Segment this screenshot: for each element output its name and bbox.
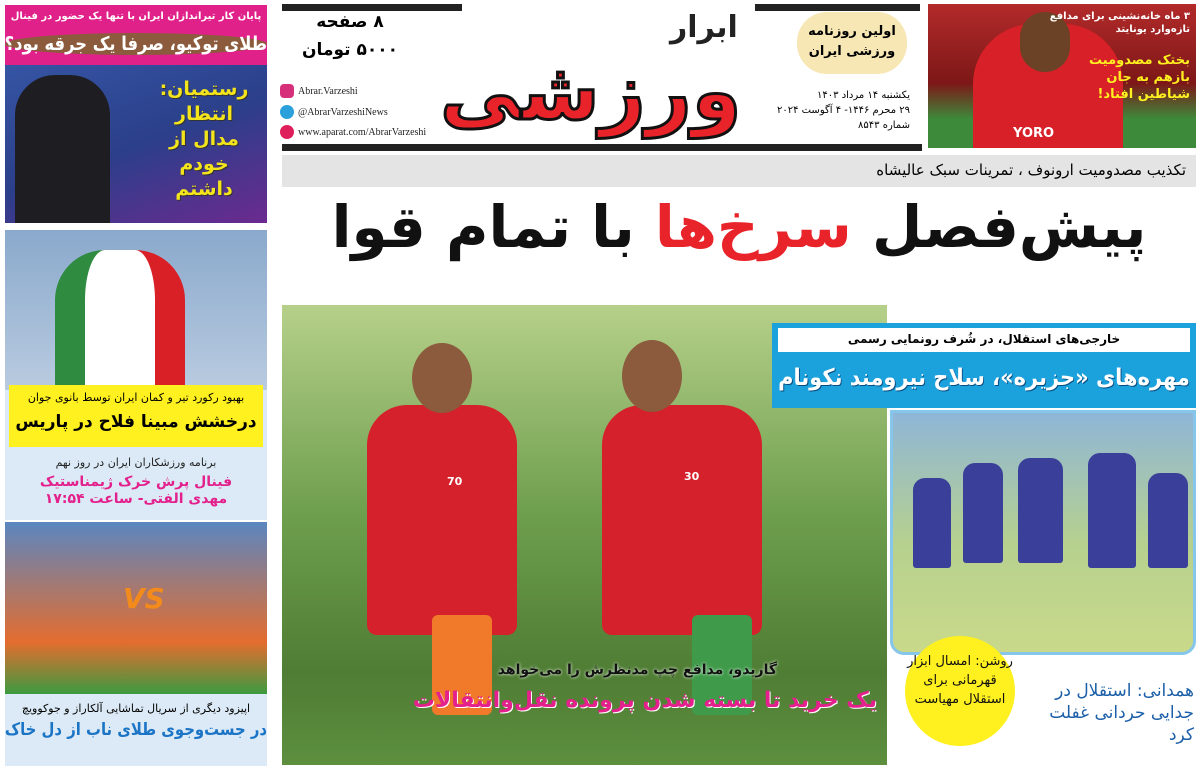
side-quote: همدانی: استقلال در جدایی حردانی غفلت کرد <box>1049 681 1194 745</box>
social-label: Abrar.Varzeshi <box>298 85 358 97</box>
headline-part: با تمام قوا <box>331 193 655 261</box>
social-instagram[interactable] <box>280 84 358 98</box>
masthead-rule <box>755 4 920 11</box>
social-label: www.aparat.com/AbrarVarzeshi <box>298 126 427 138</box>
tennis-photo <box>5 522 267 694</box>
masthead-rule <box>282 144 922 151</box>
jersey-number: 70 <box>447 475 463 488</box>
newspaper-logo[interactable] <box>440 10 760 144</box>
vs-label: VS <box>123 582 165 615</box>
player-left <box>367 405 517 635</box>
badge-line: اولین روزنامه <box>808 24 896 39</box>
photo-caption-headline: یک خرید تا بسته شدن پرونده نقل‌وانتقالات <box>412 688 877 713</box>
issue-date <box>760 88 910 133</box>
story-subtitle: اپیزود دیگری از سریال تماشایی آلکاراز و جوکوویچ <box>21 702 251 715</box>
schedule-headline <box>5 474 267 508</box>
player-right <box>602 405 762 635</box>
player-figure <box>1018 458 1063 563</box>
story-headline: بختک مصدومیت بازهم به جان شیاطین افتاد! <box>1089 53 1190 102</box>
headline-kicker: تکذیب مصدومیت ارونوف ، تمرینات سبک عالیشاه <box>282 155 1196 187</box>
player-figure <box>913 478 951 568</box>
player-head <box>412 343 472 413</box>
quote-bubble: روشن: امسال ابزار قهرمانی برای استقلال مهیاست <box>905 636 1015 746</box>
jersey-number: 30 <box>684 470 700 483</box>
logo-main: ورزشی <box>440 45 742 138</box>
story-united[interactable] <box>928 4 1196 148</box>
instagram-icon <box>280 84 294 98</box>
schedule-line-1: فینال پرش خرک ژیمناستیک <box>39 474 233 490</box>
story-subtitle: بهبود رکورد تیر و کمان ایران توسط بانوی جوان <box>27 391 245 404</box>
story-shooting[interactable] <box>5 5 267 223</box>
social-label: @AbrarVarzeshiNews <box>298 106 388 118</box>
aparat-icon <box>280 125 294 139</box>
date-other: ۲۹ محرم ۱۴۴۶- ۴ آگوست ۲۰۲۴ <box>776 105 910 116</box>
main-headline[interactable] <box>282 193 1196 261</box>
player-figure <box>1088 453 1136 568</box>
player-figure <box>963 463 1003 563</box>
issue-number: شماره ۸۵۴۳ <box>858 120 910 131</box>
social-telegram[interactable] <box>280 105 388 119</box>
archer-photo <box>5 230 267 390</box>
logo-small: ابرار <box>670 10 738 45</box>
archer-figure <box>55 250 185 390</box>
story-esteghlal[interactable] <box>772 323 1196 408</box>
headline-red-part: سرخ‌ها <box>654 193 852 261</box>
shooter-photo <box>15 75 110 223</box>
story-headline: در جست‌وجوی طلای ناب از دل خاک <box>5 720 267 740</box>
story-headline: طلای توکیو، صرفا یک جرقه بود؟ <box>5 33 267 55</box>
yellow-box <box>9 385 263 447</box>
story-headline: درخشش مبینا فلاح در پاریس <box>15 412 257 432</box>
story-subtitle: پایان کار تیراندازان ایران با تنها یک حضور در فینال <box>10 11 262 22</box>
social-aparat[interactable] <box>280 125 426 139</box>
story-quote: رستمیان: انتظار مدال از خودم داشتم <box>159 78 249 200</box>
story-subtitle: ۳ ماه خانه‌نشینی برای مدافع تازه‌وارد یونایتد <box>1049 11 1190 35</box>
player-head <box>622 340 682 412</box>
photo-caption-sub: گاریدو، مدافع چپ مدنظرش را می‌خواهد <box>497 662 777 678</box>
esteghlal-photo <box>890 410 1196 655</box>
player-figure <box>1148 473 1188 568</box>
date-persian: یکشنبه ۱۴ مرداد ۱۴۰۳ <box>817 90 910 101</box>
story-headline: مهره‌های «جزیره»، سلاح نیرومند نکونام <box>778 365 1190 391</box>
shirt-name: YORO <box>1013 126 1055 141</box>
page-count: ۸ صفحه <box>316 12 384 32</box>
headline-part: پیش‌فصل <box>851 193 1147 261</box>
first-newspaper-badge <box>797 12 907 74</box>
story-archery[interactable] <box>5 230 267 520</box>
story-tennis[interactable] <box>5 522 267 766</box>
page-count-price <box>290 8 410 64</box>
schedule-line-2: مهدی الفتی- ساعت ۱۷:۵۴ <box>44 491 228 507</box>
price: ۵۰۰۰ تومان <box>302 40 398 60</box>
telegram-icon <box>280 105 294 119</box>
badge-line: ورزشی ایران <box>808 44 896 59</box>
story-subtitle: خارجی‌های استقلال، در شُرف رونمایی رسمی <box>778 328 1190 352</box>
schedule-subtitle: برنامه ورزشکاران ایران در روز نهم <box>55 456 217 469</box>
